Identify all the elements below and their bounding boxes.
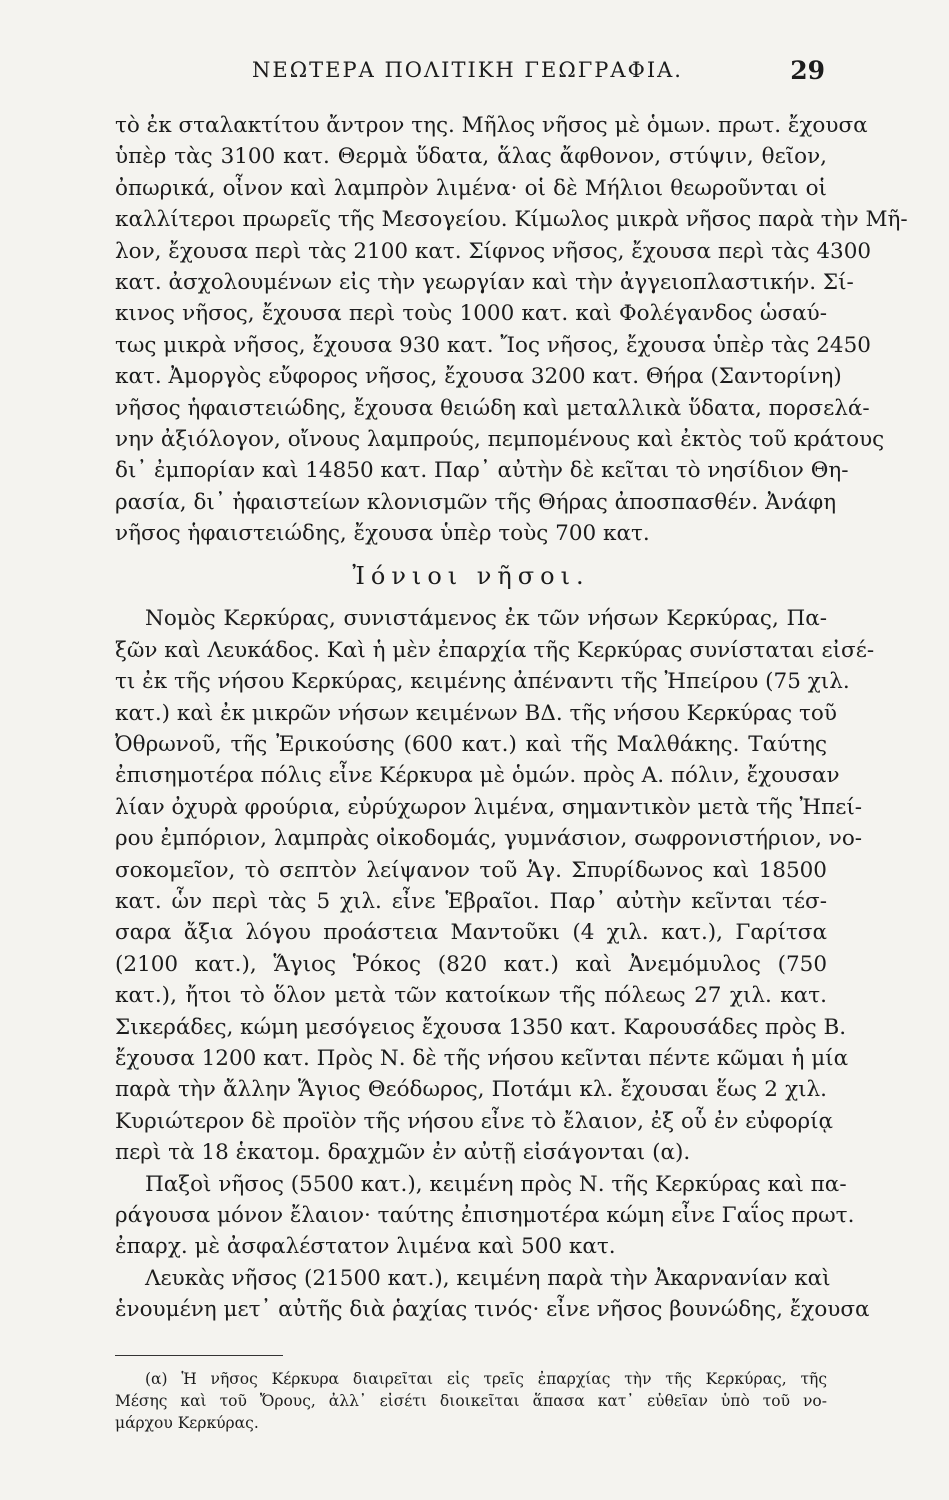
text-line: ράγουσα μόνον ἔλαιον· ταύτης ἐπισημοτέρα κώμη εἶνε Γαΐος πρωτ. <box>115 1202 855 1228</box>
text-line: περὶ τὰ 18 ἑκατομ. δραχμῶν ἐν αὐτῇ εἰσάγονται (α). <box>115 1140 691 1166</box>
text-line: τι ἐκ τῆς νήσου Κερκύρας, κειμένης ἀπέναντι τῆς Ἠπείρου (75 χιλ. <box>115 669 850 695</box>
footnote-rule <box>115 1355 283 1356</box>
text-line: ἐπισημοτέρα πόλις εἶνε Κέρκυρα μὲ ὁμών. πρὸς Α. πόλιν, ἔχουσαν <box>115 763 840 789</box>
running-title: ΝΕΩΤΕΡΑ ΠΟΛΙΤΙΚΗ ΓΕΩΓΡΑΦΙΑ. <box>252 58 683 82</box>
paragraph-paxoi <box>115 1169 855 1263</box>
page-number: 29 <box>790 56 825 85</box>
footnote <box>115 1368 827 1434</box>
text-line: λον, ἔχουσα περὶ τὰς 2100 κατ. Σίφνος νῆσος, ἔχουσα περὶ τὰς 4300 <box>115 238 872 264</box>
text-line: νην ἀξιόλογον, οἴνους λαμπρούς, πεμπομένους καὶ ἐκτὸς τοῦ κράτους <box>115 426 885 452</box>
text-line: ὀπωρικά, οἶνον καὶ λαμπρὸν λιμένα· οἱ δὲ Μήλιοι θεωροῦνται οἱ <box>115 175 827 201</box>
text-line: κατ. ὧν περὶ τὰς 5 χιλ. εἶνε Ἑβραῖοι. Παρ᾿ αὐτὴν κεῖνται τέσ- <box>115 888 827 914</box>
text-line: Νομὸς Κερκύρας, συνιστάμενος ἐκ τῶν νήσων Κερκύρας, Πα- <box>145 606 827 632</box>
body-text <box>115 110 908 1325</box>
paragraph-cyclades <box>115 110 908 549</box>
text-line: κινος νῆσος, ἔχουσα περὶ τοὺς 1000 κατ. καὶ Φολέγανδος ὡσαύ- <box>115 301 827 327</box>
text-line: ρασία, δι᾿ ἡφαιστείων κλονισμῶν τῆς Θήρας ἀποσπασθέν. Ἀνάφη <box>115 489 837 515</box>
page-header <box>110 58 825 88</box>
section-heading: Ἰόνιοι νῆσοι. <box>352 562 590 591</box>
text-line: νῆσος ἡφαιστειώδης, ἔχουσα θειώδη καὶ μεταλλικὰ ὕδατα, πορσελά- <box>115 395 870 421</box>
text-line: κατ. Ἀμοργὸς εὔφορος νῆσος, ἔχουσα 3200 κατ. Θήρα (Σαντορίνη) <box>115 364 842 390</box>
paragraph-kerkyra <box>115 603 875 1168</box>
text-line: ξῶν καὶ Λευκάδος. Καὶ ἡ μὲν ἐπαρχία τῆς Κερκύρας συνίσταται εἰσέ- <box>115 637 875 663</box>
text-line: κατ. ἀσχολουμένων εἰς τὴν γεωργίαν καὶ τὴν ἀγγειοπλαστικήν. Σί- <box>115 269 854 295</box>
text-line: νῆσος ἡφαιστειώδης, ἔχουσα ὑπὲρ τοὺς 700 κατ. <box>115 521 650 547</box>
paragraph-lefkas <box>115 1263 870 1326</box>
text-line: κατ.), ἤτοι τὸ ὅλον μετὰ τῶν κατοίκων τῆς πόλεως 27 χιλ. κατ. <box>115 983 827 1009</box>
text-line: καλλίτεροι πρωρεῖς τῆς Μεσογείου. Κίμωλος μικρὰ νῆσος παρὰ τὴν Μῆ- <box>115 207 908 233</box>
text-line: ὑπὲρ τὰς 3100 κατ. Θερμὰ ὕδατα, ἅλας ἄφθονον, στύψιν, θεῖον, <box>115 144 827 170</box>
text-line: Κυριώτερον δὲ προϊὸν τῆς νήσου εἶνε τὸ ἔλαιον, ἐξ οὗ ἐν εὐφορίᾳ <box>115 1108 834 1134</box>
text-line: Μέσης καὶ τοῦ Ὄρους, ἀλλ᾿ εἰσέτι διοικεῖται ἅπασα κατ᾿ εὐθεῖαν ὑπὸ τοῦ νο- <box>115 1392 827 1410</box>
text-line: ἑνουμένη μετ᾿ αὐτῆς διὰ ῥαχίας τινός· εἶνε νῆσος βουνώδης, ἔχουσα <box>115 1297 870 1323</box>
text-line: (α) Ἡ νῆσος Κέρκυρα διαιρεῖται εἰς τρεῖς ἐπαρχίας τὴν τῆς Κερκύρας, τῆς <box>145 1370 827 1388</box>
text-line: κατ.) καὶ ἐκ μικρῶν νήσων κειμένων ΒΔ. τῆς νήσου Κερκύρας τοῦ <box>115 700 837 726</box>
text-line: ἔχουσα 1200 κατ. Πρὸς Ν. δὲ τῆς νήσου κεῖνται πέντε κῶμαι ἡ μία <box>115 1045 849 1071</box>
text-line: μάρχου Κερκύρας. <box>115 1414 259 1432</box>
text-line: Λευκὰς νῆσος (21500 κατ.), κειμένη παρὰ τὴν Ἀκαρνανίαν καὶ <box>145 1265 831 1291</box>
text-line: τὸ ἐκ σταλακτίτου ἄντρον της. Μῆλος νῆσος μὲ ὁμων. πρωτ. ἔχουσα <box>115 113 868 138</box>
text-line: σαρα ἄξια λόγου προάστεια Μαντοῦκι (4 χιλ. κατ.), Γαρίτσα <box>115 920 827 946</box>
text-line: Ὀθρωνοῦ, τῆς Ἐρικούσης (600 κατ.) καὶ τῆς Μαλθάκης. Ταύτης <box>115 732 827 758</box>
text-line: σοκομεῖον, τὸ σεπτὸν λείψανον τοῦ Ἁγ. Σπυρίδωνος καὶ 18500 <box>115 857 827 883</box>
text-line: (2100 κατ.), Ἅγιος Ῥόκος (820 κατ.) καὶ Ἀνεμόμυλος (750 <box>115 951 827 977</box>
text-line: ἐπαρχ. μὲ ἀσφαλέστατον λιμένα καὶ 500 κατ. <box>115 1234 616 1260</box>
text-line: Παξοὶ νῆσος (5500 κατ.), κειμένη πρὸς Ν. τῆς Κερκύρας καὶ πα- <box>145 1171 847 1197</box>
text-line: λίαν ὀχυρὰ φρούρια, εὐρύχωρον λιμένα, σημαντικὸν μετὰ τῆς Ἠπεί- <box>115 794 863 820</box>
text-line: δι᾿ ἐμπορίαν καὶ 14850 κατ. Παρ᾿ αὐτὴν δὲ κεῖται τὸ νησίδιον Θη- <box>115 458 849 484</box>
text-line: τως μικρὰ νῆσος, ἔχουσα 930 κατ. Ἴος νῆσος, ἔχουσα ὑπὲρ τὰς 2450 <box>115 332 871 358</box>
text-line: ρου ἐμπόριον, λαμπρὰς οἰκοδομάς, γυμνάσιον, σωφρονιστήριον, νο- <box>115 826 863 852</box>
text-line: παρὰ τὴν ἄλλην Ἅγιος Θεόδωρος, Ποτάμι κλ. ἔχουσαι ἕως 2 χιλ. <box>115 1077 827 1103</box>
text-line: Σικεράδες, κώμη μεσόγειος ἔχουσα 1350 κατ. Καρουσάδες πρὸς Β. <box>115 1014 847 1040</box>
